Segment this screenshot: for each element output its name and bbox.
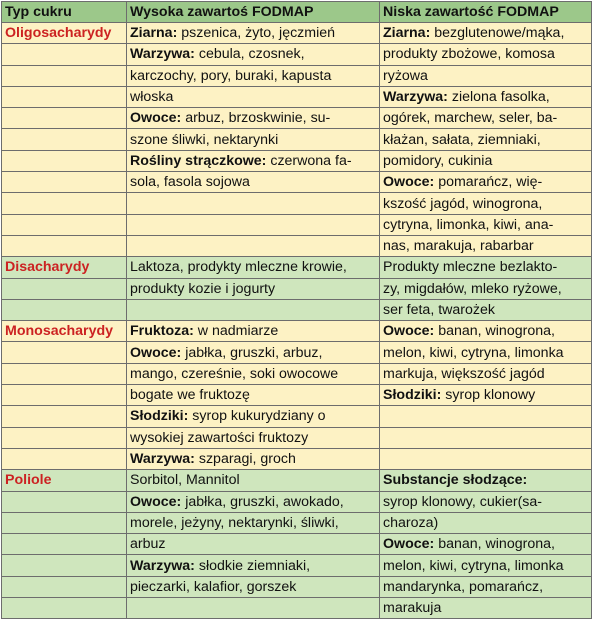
low-fodmap-cell [380, 193, 592, 214]
bold-label: Ziarna: [130, 25, 178, 42]
cell-text: marakuja [383, 600, 442, 617]
table-row [2, 214, 592, 235]
bold-label: Słodziki: [130, 408, 189, 425]
cell-text: wysokiej zawartości fruktozy [130, 429, 309, 446]
high-fodmap-cell [127, 23, 380, 44]
table-row [2, 534, 592, 555]
cell-text: charoza) [383, 514, 439, 531]
cell-text: pomidory, cukinia [383, 152, 493, 169]
cell-text: cebula, czosnek, [194, 46, 305, 63]
low-fodmap-cell [380, 448, 592, 469]
table-row [2, 576, 592, 597]
table-row [2, 406, 592, 427]
low-fodmap-cell [380, 129, 592, 150]
high-fodmap-cell [127, 44, 380, 65]
low-fodmap-cell [380, 470, 592, 491]
high-fodmap-cell [127, 235, 380, 256]
table-row [2, 321, 592, 342]
sugar-type-cell [2, 172, 127, 193]
bold-label: Owoce: [130, 110, 182, 127]
cell-text: melon, kiwi, cytryna, limonka [383, 344, 564, 361]
low-fodmap-cell [380, 555, 592, 576]
high-fodmap-cell [127, 448, 380, 469]
cell-text: ser feta, twarożek [383, 302, 495, 318]
cell-text: Produkty mleczne bezlakto- [383, 259, 558, 276]
bold-label: Rośliny strączkowe: [130, 152, 267, 169]
table-row [2, 342, 592, 363]
header-sugar-type: Typ cukru [2, 2, 127, 23]
table-row [2, 193, 592, 214]
cell-text: cytryna, limonka, kiwi, ana- [383, 216, 554, 233]
table-row [2, 65, 592, 86]
high-fodmap-cell [127, 193, 380, 214]
sugar-type-cell [2, 214, 127, 235]
sugar-type-cell [2, 129, 127, 150]
sugar-type-cell [2, 299, 127, 320]
sugar-type-cell [2, 427, 127, 448]
table-row [2, 129, 592, 150]
sugar-type-cell [2, 448, 127, 469]
table-row [2, 470, 592, 491]
low-fodmap-cell [380, 427, 592, 448]
table-row [2, 44, 592, 65]
sugar-type-cell [2, 235, 127, 256]
sugar-type-cell [2, 534, 127, 555]
low-fodmap-cell [380, 86, 592, 107]
cell-text: syrop klonowy [441, 387, 536, 404]
high-fodmap-cell [127, 278, 380, 299]
low-fodmap-cell [380, 278, 592, 299]
high-fodmap-cell [127, 257, 380, 278]
cell-text: arbuz [130, 536, 166, 553]
sugar-type-cell [2, 44, 127, 65]
high-fodmap-cell [127, 321, 380, 342]
high-fodmap-cell [127, 129, 380, 150]
high-fodmap-cell [127, 427, 380, 448]
low-fodmap-cell [380, 214, 592, 235]
table-row [2, 491, 592, 512]
table-row [2, 555, 592, 576]
low-fodmap-cell [380, 172, 592, 193]
cell-text: ryżowa [383, 67, 428, 84]
bold-label: Warzywa: [130, 451, 195, 468]
high-fodmap-cell [127, 470, 380, 491]
low-fodmap-cell [380, 512, 592, 533]
cell-text: szparagi, groch [194, 451, 296, 468]
table-row [2, 448, 592, 469]
bold-label: Substancje słodzące: [383, 472, 528, 489]
high-fodmap-cell [127, 214, 380, 235]
low-fodmap-cell [380, 576, 592, 597]
high-fodmap-cell [127, 555, 380, 576]
sugar-type-cell [2, 342, 127, 363]
bold-label: Owoce: [383, 536, 435, 553]
bold-label: Warzywa: [383, 89, 448, 106]
table-row [2, 108, 592, 129]
table-row [2, 512, 592, 533]
cell-text: morele, jeżyny, nektarynki, śliwki, [130, 514, 339, 531]
high-fodmap-cell [127, 172, 380, 193]
sugar-type-cell [2, 363, 127, 384]
low-fodmap-cell [380, 108, 592, 129]
sugar-type-cell [2, 598, 127, 619]
high-fodmap-cell [127, 385, 380, 406]
high-fodmap-cell [127, 342, 380, 363]
sugar-type-cell [2, 512, 127, 533]
table-row [2, 257, 592, 278]
cell-text: produkty kozie i jogurty [130, 280, 276, 297]
header-row [2, 2, 592, 23]
sugar-type-cell: Poliole [2, 470, 127, 491]
high-fodmap-cell [127, 406, 380, 427]
high-fodmap-cell [127, 299, 380, 320]
bold-label: Owoce: [383, 174, 435, 191]
cell-text: mango, czereśnie, soki owocowe [130, 365, 339, 382]
low-fodmap-cell [380, 363, 592, 384]
bold-label: Warzywa: [130, 46, 195, 63]
bold-label: Słodziki: [383, 387, 442, 404]
low-fodmap-cell [380, 385, 592, 406]
bold-label: Owoce: [130, 493, 182, 510]
sugar-type-cell [2, 65, 127, 86]
cell-text: sola, fasola sojowa [130, 174, 250, 191]
table-row [2, 23, 592, 44]
cell-text: pomarańcz, wię- [434, 174, 543, 191]
fodmap-table [1, 1, 592, 619]
low-fodmap-cell [380, 235, 592, 256]
low-fodmap-cell [380, 342, 592, 363]
table-row [2, 86, 592, 107]
cell-text: włoska [130, 89, 174, 106]
low-fodmap-cell [380, 23, 592, 44]
high-fodmap-cell [127, 65, 380, 86]
cell-text: bogate we fruktozę [130, 387, 250, 404]
high-fodmap-cell [127, 150, 380, 171]
low-fodmap-cell [380, 257, 592, 278]
cell-text: zielona fasolka, [447, 89, 550, 106]
high-fodmap-cell [127, 491, 380, 512]
cell-text: Laktoza, prodykty mleczne krowie, [130, 259, 347, 276]
low-fodmap-cell [380, 299, 592, 320]
sugar-type-cell [2, 150, 127, 171]
table-row [2, 427, 592, 448]
cell-text: pszenica, żyto, jęczmień [177, 25, 336, 42]
high-fodmap-cell [127, 534, 380, 555]
cell-text: zy, migdałów, mleko ryżowe, [383, 280, 562, 297]
table-row [2, 363, 592, 384]
sugar-type-cell [2, 86, 127, 107]
sugar-type-cell: Oligosacharydy [2, 23, 127, 44]
cell-text: szone śliwki, nektarynki [130, 131, 279, 148]
sugar-type-cell: Monosacharydy [2, 321, 127, 342]
cell-text: w nadmiarze [193, 323, 279, 340]
table-body [2, 23, 592, 619]
cell-text: arbuz, brzoskwinie, su- [181, 110, 331, 127]
sugar-type-cell [2, 491, 127, 512]
high-fodmap-cell [127, 512, 380, 533]
bold-label: Fruktoza: [130, 323, 194, 340]
cell-text: jabłka, gruszki, awokado, [181, 493, 344, 510]
bold-label: Owoce: [383, 323, 435, 340]
cell-text: melon, kiwi, cytryna, limonka [383, 557, 564, 574]
low-fodmap-cell [380, 598, 592, 619]
sugar-type-cell [2, 576, 127, 597]
table-row [2, 299, 592, 320]
low-fodmap-cell [380, 534, 592, 555]
high-fodmap-cell [127, 86, 380, 107]
low-fodmap-cell [380, 406, 592, 427]
sugar-type-cell: Disacharydy [2, 257, 127, 278]
cell-text: pieczarki, kalafior, gorszek [130, 578, 297, 595]
header-low-fodmap: Niska zawartość FODMAP [380, 2, 592, 23]
high-fodmap-cell [127, 108, 380, 129]
low-fodmap-cell [380, 491, 592, 512]
bold-label: Warzywa: [130, 557, 195, 574]
low-fodmap-cell [380, 150, 592, 171]
cell-text: kszość jagód, winogrona, [383, 195, 543, 212]
table-row [2, 278, 592, 299]
sugar-type-cell [2, 108, 127, 129]
table-row [2, 172, 592, 193]
bold-label: Ziarna: [383, 25, 431, 42]
high-fodmap-cell [127, 598, 380, 619]
low-fodmap-cell [380, 65, 592, 86]
sugar-type-cell [2, 193, 127, 214]
cell-text: syrop klonowy, cukier(sa- [383, 493, 542, 510]
sugar-type-cell [2, 555, 127, 576]
sugar-type-cell [2, 406, 127, 427]
cell-text: ogórek, marchew, seler, ba- [383, 110, 558, 127]
cell-text: Sorbitol, Mannitol [130, 472, 240, 489]
cell-text: bezglutenowe/mąka, [430, 25, 565, 42]
header-high-fodmap: Wysoka zawartoś FODMAP [127, 2, 380, 23]
cell-text: banan, winogrona, [434, 536, 555, 553]
table-row [2, 150, 592, 171]
cell-text: karczochy, pory, buraki, kapusta [130, 67, 332, 84]
cell-text: banan, winogrona, [434, 323, 555, 340]
low-fodmap-cell [380, 321, 592, 342]
cell-text: markuja, większość jagód [383, 365, 545, 382]
sugar-type-cell [2, 278, 127, 299]
low-fodmap-cell [380, 44, 592, 65]
cell-text: produkty zbożowe, komosa [383, 46, 555, 63]
high-fodmap-cell [127, 363, 380, 384]
cell-text: słodkie ziemniaki, [194, 557, 311, 574]
cell-text: syrop kukurydziany o [188, 408, 326, 425]
cell-text: kłażan, sałata, ziemniaki, [383, 131, 541, 148]
sugar-type-cell [2, 385, 127, 406]
cell-text: jabłka, gruszki, arbuz, [181, 344, 323, 361]
table-row [2, 598, 592, 619]
high-fodmap-cell [127, 576, 380, 597]
cell-text: nas, marakuja, rabarbar [383, 238, 534, 255]
table-row [2, 385, 592, 406]
cell-text: mandarynka, pomarańcz, [383, 578, 544, 595]
cell-text: czerwona fa- [266, 152, 352, 169]
table-row [2, 235, 592, 256]
bold-label: Owoce: [130, 344, 182, 361]
